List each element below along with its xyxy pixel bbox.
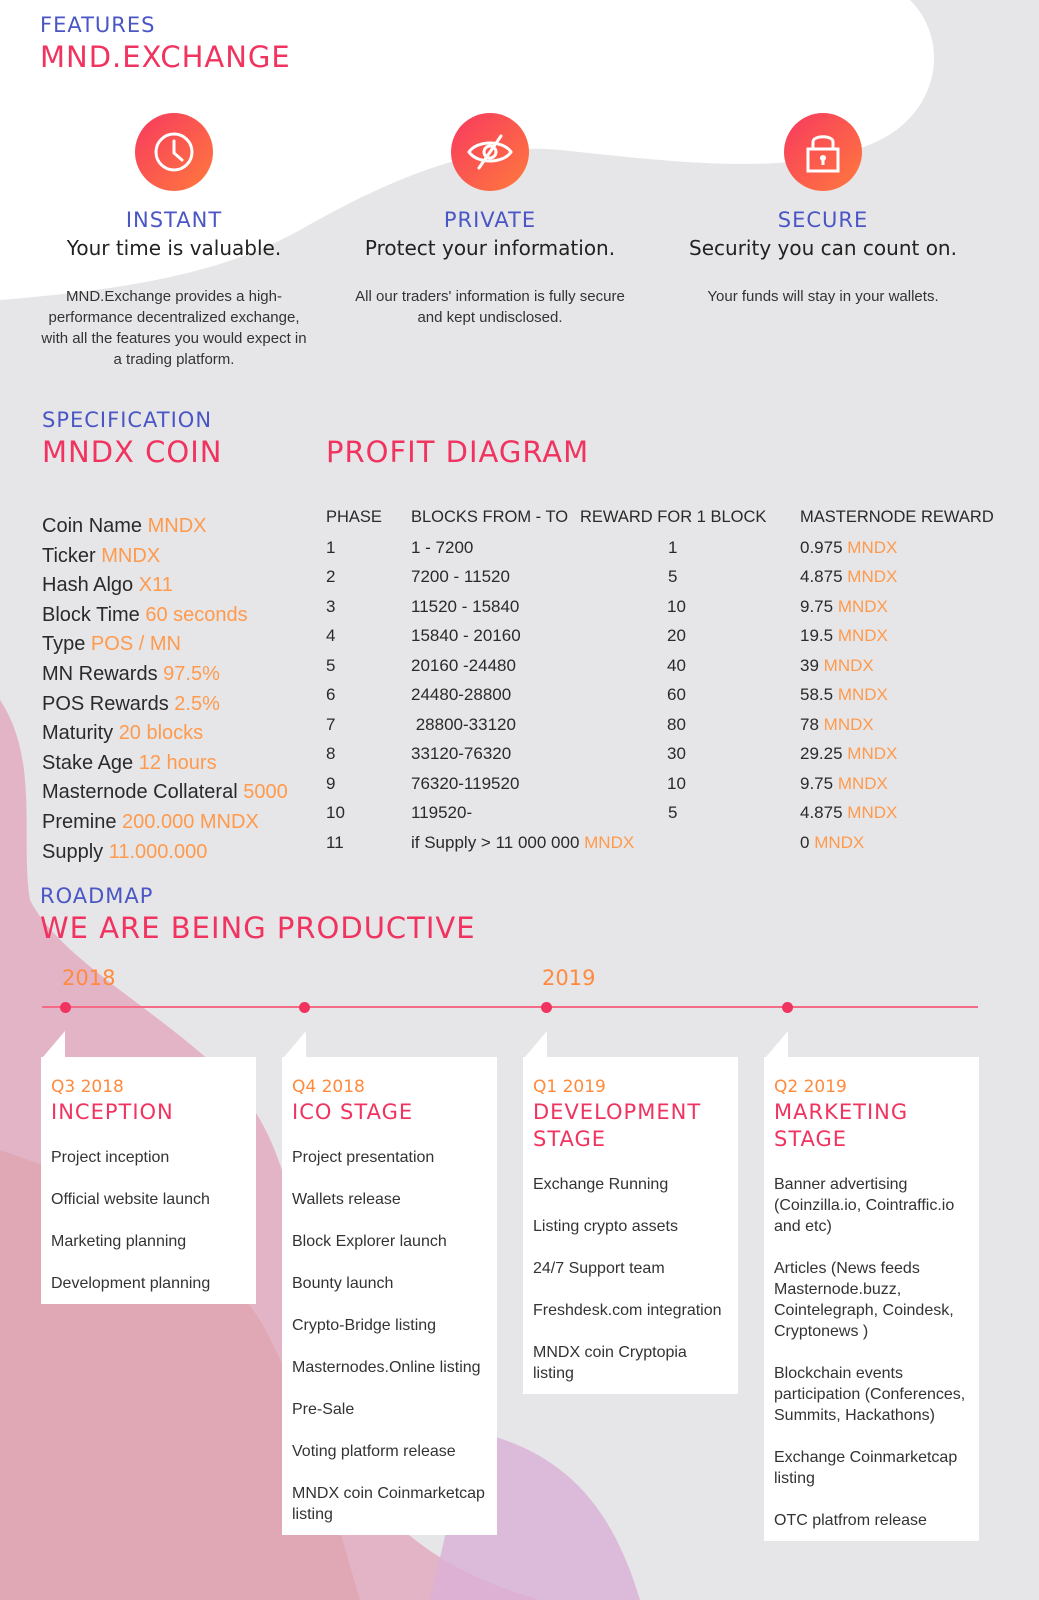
card-item: Development planning: [51, 1275, 211, 1292]
spec-label: Stake Age: [42, 751, 134, 774]
cell-unit: MNDX: [584, 832, 635, 852]
cell-reward: 5: [668, 803, 678, 822]
table-row: [326, 828, 1016, 858]
cell-reward: 20: [667, 626, 686, 645]
card-item: Banner advertising (Coinzilla.io, Cointraffic.io and etc): [774, 1176, 955, 1235]
cell-mn-value: 78: [800, 714, 819, 734]
cell-mn-reward: [800, 533, 897, 563]
cell-phase: 2: [326, 567, 336, 586]
card-item: Exchange Running: [533, 1176, 669, 1193]
spec-row: [42, 778, 288, 808]
spec-value: 20 blocks: [118, 722, 204, 745]
spec-label: Supply: [42, 840, 104, 863]
table-row: [326, 621, 1016, 651]
card-item: Wallets release: [292, 1191, 401, 1208]
cell-phase: 1: [326, 537, 336, 557]
specification-kicker: SPECIFICATION: [42, 408, 213, 432]
card-item: Block Explorer launch: [292, 1233, 447, 1250]
cell-reward: 1: [668, 537, 678, 557]
card-item: Blockchain events participation (Conferences, Summits, Hackathons): [774, 1365, 966, 1424]
eye-slash-icon: [465, 130, 515, 174]
table-row: [326, 592, 1016, 622]
spec-label: Maturity: [42, 722, 114, 745]
cell-blocks: 76320-119520: [411, 773, 520, 793]
spec-value: 60 seconds: [145, 603, 248, 626]
card-item: OTC platfrom release: [774, 1512, 927, 1529]
cell-blocks: 28800-33120: [411, 714, 516, 734]
spec-label: Premine: [42, 810, 117, 833]
cell-reward: 80: [667, 714, 686, 734]
cell-mn-value: 0.975: [800, 537, 843, 557]
card-item: Bounty launch: [292, 1275, 394, 1292]
cell-unit: MNDX: [837, 626, 888, 645]
cell-phase: 5: [326, 655, 336, 675]
header-reward: REWARD FOR 1 BLOCK: [580, 508, 767, 526]
cell-mn-reward: [800, 592, 888, 622]
cell-unit: MNDX: [847, 803, 898, 822]
cell-blocks: 119520-: [411, 803, 473, 822]
roadmap-card: [764, 1057, 979, 1541]
cell-unit: MNDX: [823, 714, 874, 734]
card-quarter: Q4 2018: [292, 1077, 365, 1097]
feature-secure-description: Your funds will stay in your wallets.: [707, 288, 939, 305]
feature-instant-badge: [135, 113, 213, 191]
cell-phase: 3: [326, 596, 336, 616]
cell-phase: 8: [326, 744, 336, 763]
cell-mn-value: 58.5: [800, 685, 834, 704]
card-stage: INCEPTION: [51, 1100, 174, 1124]
cell-phase: 10: [326, 803, 345, 822]
spec-value: 11.000.000: [108, 840, 208, 863]
card-item: MNDX coin Cryptopia listing: [533, 1344, 687, 1382]
table-row: [326, 533, 1016, 563]
cell-blocks: 7200 - 11520: [411, 567, 510, 586]
feature-private-label: PRIVATE: [443, 208, 537, 232]
cell-unit: MNDX: [823, 655, 874, 675]
roadmap-card: [282, 1057, 497, 1535]
cell-mn-reward: [800, 710, 874, 740]
cell-mn-value: 0: [800, 832, 810, 852]
card-item: Listing crypto assets: [533, 1218, 678, 1235]
table-row: [326, 651, 1016, 681]
lock-icon: [803, 129, 843, 175]
cell-mn-reward: [800, 828, 864, 858]
spec-label: Ticker: [42, 544, 96, 567]
cell-blocks: 20160 -24480: [411, 655, 516, 675]
profit-table: [326, 503, 1016, 857]
cell-mn-value: 19.5: [800, 626, 834, 645]
spec-label: Block Time: [42, 603, 140, 626]
cell-blocks-text: if Supply > 11 000 000: [411, 832, 580, 852]
cell-blocks: 1 - 7200: [411, 537, 474, 557]
features-title: MND.EXCHANGE: [40, 40, 291, 74]
table-row: [326, 769, 1016, 799]
cell-phase: 9: [326, 773, 336, 793]
cell-mn-value: 39: [800, 655, 819, 675]
feature-secure-badge: [784, 113, 862, 191]
cell-phase: 4: [326, 626, 336, 645]
spec-row: [42, 571, 288, 601]
header-blocks: BLOCKS FROM - TO: [411, 508, 569, 526]
spec-row: [42, 660, 288, 690]
spec-value: X11: [138, 574, 173, 597]
card-item: Articles (News feeds Masternode.buzz, Cointelegraph, Coindesk, Cryptonews ): [774, 1260, 954, 1340]
cell-mn-reward: [800, 680, 888, 710]
spec-list: [42, 512, 288, 867]
cell-mn-reward: [800, 562, 897, 592]
spec-row: [42, 512, 288, 542]
roadmap-card: [523, 1057, 738, 1394]
cell-mn-value: 29.25: [800, 744, 843, 763]
spec-value: 5000: [243, 781, 288, 804]
cell-blocks: 24480-28800: [411, 685, 512, 704]
spec-label: Masternode Collateral: [42, 781, 238, 804]
header-mn-reward: MASTERNODE REWARD: [800, 508, 994, 526]
specification-title: MNDX COIN: [42, 435, 223, 469]
feature-private-description: All our traders' information is fully secure and kept undisclosed.: [355, 288, 625, 326]
roadmap-card: [41, 1057, 256, 1304]
cell-reward: 5: [668, 567, 678, 586]
cell-mn-reward: [800, 769, 888, 799]
card-stage: DEVELOPMENT STAGE: [533, 1100, 702, 1151]
spec-row: [42, 749, 288, 779]
feature-private-headline: Protect your information.: [364, 236, 616, 260]
roadmap-title: WE ARE BEING PRODUCTIVE: [40, 911, 476, 945]
card-item: 24/7 Support team: [533, 1260, 665, 1277]
spec-row: [42, 542, 288, 572]
spec-row: [42, 690, 288, 720]
card-quarter: Q2 2019: [774, 1077, 847, 1097]
feature-private-badge: [451, 113, 529, 191]
feature-secure: [663, 113, 983, 307]
cell-blocks: 15840 - 20160: [411, 626, 521, 645]
cell-mn-value: 4.875: [800, 567, 843, 586]
cell-unit: MNDX: [847, 567, 898, 586]
feature-private: [330, 113, 650, 328]
cell-blocks: [411, 828, 634, 858]
timeline-line: [42, 1006, 978, 1008]
spec-row: [42, 838, 288, 868]
card-item: MNDX coin Coinmarketcap listing: [292, 1485, 485, 1523]
cell-mn-value: 9.75: [800, 596, 834, 616]
cell-reward: 60: [667, 685, 686, 704]
spec-value: POS / MN: [90, 633, 181, 656]
card-item: Crypto-Bridge listing: [292, 1317, 437, 1334]
cell-mn-value: 9.75: [800, 773, 834, 793]
feature-secure-label: SECURE: [777, 208, 869, 232]
cell-reward: 30: [667, 744, 686, 763]
cell-mn-reward: [800, 651, 874, 681]
spec-value: 12 hours: [138, 751, 217, 774]
profit-table-header: [326, 503, 1016, 533]
spec-label: POS Rewards: [42, 692, 169, 715]
year-2019: 2019: [542, 966, 596, 990]
card-item: Masternodes.Online listing: [292, 1359, 481, 1376]
timeline-dot: [299, 1002, 310, 1013]
cell-unit: MNDX: [847, 537, 898, 557]
card-item: Voting platform release: [292, 1443, 456, 1460]
cell-phase: 7: [326, 714, 336, 734]
card-item: Official website launch: [51, 1191, 210, 1208]
cell-phase: 11: [326, 832, 344, 852]
feature-secure-headline: Security you can count on.: [689, 236, 957, 260]
spec-label: Hash Algo: [42, 574, 134, 597]
year-2018: 2018: [62, 966, 116, 990]
cell-unit: MNDX: [837, 773, 888, 793]
card-quarter: Q3 2018: [51, 1077, 124, 1097]
cell-blocks: 33120-76320: [411, 744, 512, 763]
cell-unit: MNDX: [837, 685, 888, 704]
cell-reward: 40: [667, 655, 686, 675]
card-item: Project presentation: [292, 1149, 435, 1166]
card-stage: ICO STAGE: [292, 1100, 414, 1124]
cell-phase: 6: [326, 685, 336, 704]
cell-blocks: 11520 - 15840: [411, 596, 520, 616]
table-row: [326, 680, 1016, 710]
spec-value: MNDX: [101, 544, 161, 567]
timeline-dot: [60, 1002, 71, 1013]
cell-mn-reward: [800, 621, 888, 651]
cell-mn-reward: [800, 739, 897, 769]
spec-value: MNDX: [147, 515, 207, 537]
spec-value: 97.5%: [163, 662, 220, 685]
spec-label: MN Rewards: [42, 662, 158, 685]
table-row: [326, 562, 1016, 592]
spec-row: [42, 630, 288, 660]
spec-label: Type: [42, 633, 86, 656]
table-row: [326, 710, 1016, 740]
spec-row: [42, 719, 288, 749]
table-row: [326, 739, 1016, 769]
timeline-dot: [782, 1002, 793, 1013]
table-row: [326, 798, 1016, 828]
cell-unit: MNDX: [847, 744, 898, 763]
feature-instant-label: INSTANT: [125, 208, 223, 232]
card-stage: MARKETING STAGE: [774, 1100, 909, 1151]
spec-value: 2.5%: [174, 692, 220, 715]
timeline-dot: [541, 1002, 552, 1013]
feature-instant-description: MND.Exchange provides a high-performance decentralized exchange, with all the features you would expect in a trading platform.: [41, 288, 307, 368]
feature-instant-headline: Your time is valuable.: [66, 236, 282, 260]
spec-row: [42, 601, 288, 631]
header-phase: PHASE: [326, 508, 382, 526]
clock-icon: [152, 130, 196, 174]
card-quarter: Q1 2019: [533, 1077, 606, 1097]
feature-instant: [14, 113, 334, 370]
card-item: Exchange Coinmarketcap listing: [774, 1449, 958, 1487]
card-item: Freshdesk.com integration: [533, 1302, 722, 1319]
spec-label: Coin Name: [42, 515, 143, 537]
cell-mn-reward: [800, 798, 897, 828]
card-item: Project inception: [51, 1149, 170, 1166]
spec-row: [42, 808, 288, 838]
card-item: Marketing planning: [51, 1233, 187, 1250]
features-kicker: FEATURES: [40, 13, 156, 37]
cell-reward: 10: [667, 773, 686, 793]
cell-unit: MNDX: [814, 832, 865, 852]
cell-unit: MNDX: [837, 596, 888, 616]
profit-diagram-title: PROFIT DIAGRAM: [326, 435, 590, 469]
roadmap-kicker: ROADMAP: [40, 884, 154, 908]
cell-mn-value: 4.875: [800, 803, 843, 822]
spec-value: 200.000 MNDX: [122, 810, 259, 833]
cell-reward: 10: [667, 596, 686, 616]
card-item: Pre-Sale: [292, 1401, 355, 1418]
